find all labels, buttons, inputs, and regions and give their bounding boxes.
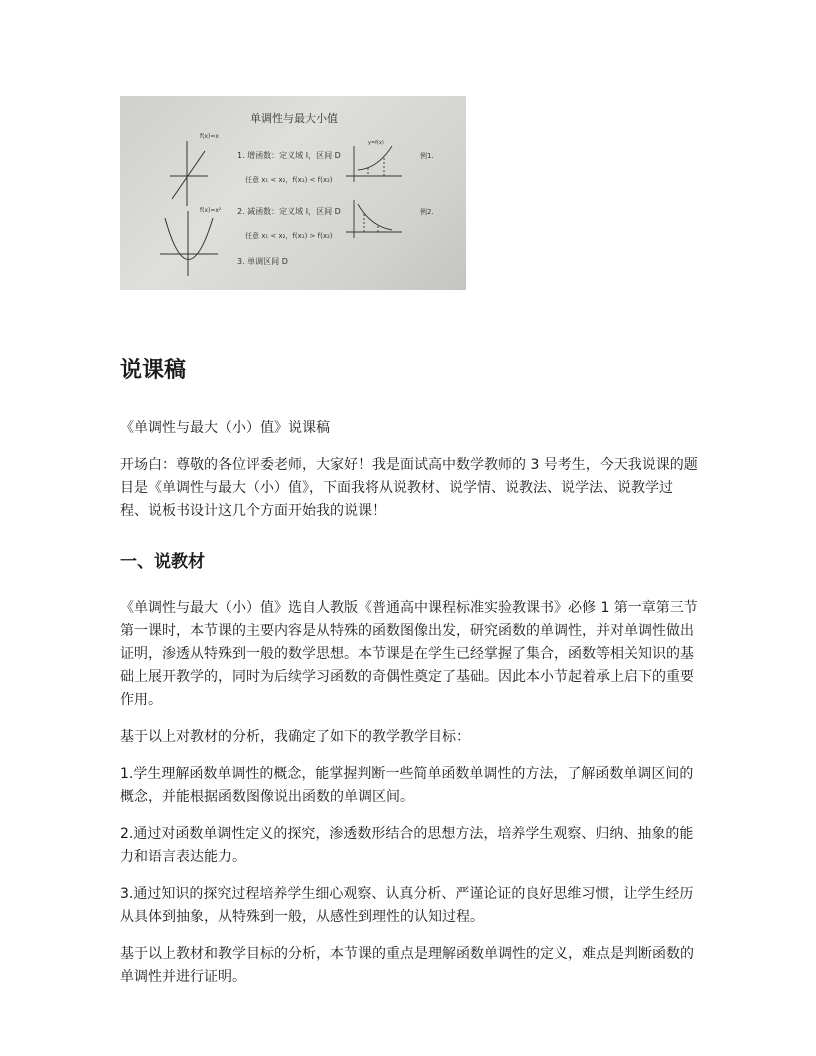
whiteboard-photo [120, 96, 466, 290]
graph-decreasing [346, 200, 402, 238]
graph-increasing [346, 146, 402, 182]
objective-1: 1.学生理解函数单调性的概念，能掌握判断一些简单函数单调性的方法，了解函数单调区间的概念，并能根据函数图像说出函数的单调区间。 [120, 766, 694, 805]
section1-heading: 一、说教材 [120, 552, 205, 572]
example2-note: 例2. [420, 208, 434, 216]
objectives-intro: 基于以上对教材的分析，我确定了如下的教学教学目标： [120, 729, 470, 745]
graph-parabola [160, 211, 218, 276]
handwritten-notes-drawing [120, 96, 466, 290]
objective-2: 2.通过对函数单调性定义的探究，渗透数形结合的思想方法，培养学生观察、归纳、抽象的能力和语言表达能力。 [120, 826, 694, 865]
document-body [120, 355, 700, 1003]
document-title: 说课稿 [120, 358, 187, 383]
graph3-label: y=f(x) [368, 140, 384, 146]
item2-line2: 任意 x₁ < x₂，f(x₁) > f(x₂) [245, 232, 333, 240]
document-subtitle: 《单调性与最大（小）值》说课稿 [120, 420, 330, 436]
key-points-paragraph: 基于以上教材和教学目标的分析，本节课的重点是理解函数单调性的定义，难点是判断函数的单调性并进行证明。 [120, 946, 694, 985]
objective-3: 3.通过知识的探究过程培养学生细心观察、认真分析、严谨论证的良好思维习惯，让学生经历从具体到抽象，从特殊到一般，从感性到理性的认知过程。 [120, 886, 694, 925]
graph-linear [170, 141, 208, 206]
item3: 3. 单调区间 D [237, 257, 288, 266]
item1-line2: 任意 x₁ < x₂，f(x₁) < f(x₂) [245, 176, 333, 184]
intro-paragraph: 开场白：尊敬的各位评委老师，大家好！我是面试高中数学教师的 3 号考生，今天我说课的题目是《单调性与最大（小）值》，下面我将从说教材、说学情、说教法、说学法、说教学过程、说板书设计这几个方面开始我的说课！ [120, 457, 698, 519]
item2-line1: 2. 减函数：定义域 I，区间 D [237, 207, 341, 216]
photo-title: 单调性与最大小值 [250, 112, 338, 125]
section1-paragraph: 《单调性与最大（小）值》选自人教版《普通高中课程标准实验教课书》必修 1 第一章第三节第一课时，本节课的主要内容是从特殊的函数图像出发，研究函数的单调性，并对单调性做出证明，渗透从特殊到一般的数学思想。本节课是在学生已经掌握了集合，函数等相关知识的基础上展开教学的，同时为后续学习函数的奇偶性奠定了基础。因此本小节起着承上启下的重要作用。 [120, 600, 698, 708]
example1-note: 例1. [420, 152, 434, 160]
item1-line1: 1. 增函数：定义域 I，区间 D [237, 151, 341, 160]
graph1-label: f(x)=x [200, 133, 219, 140]
graph2-label: f(x)=x² [200, 207, 222, 214]
